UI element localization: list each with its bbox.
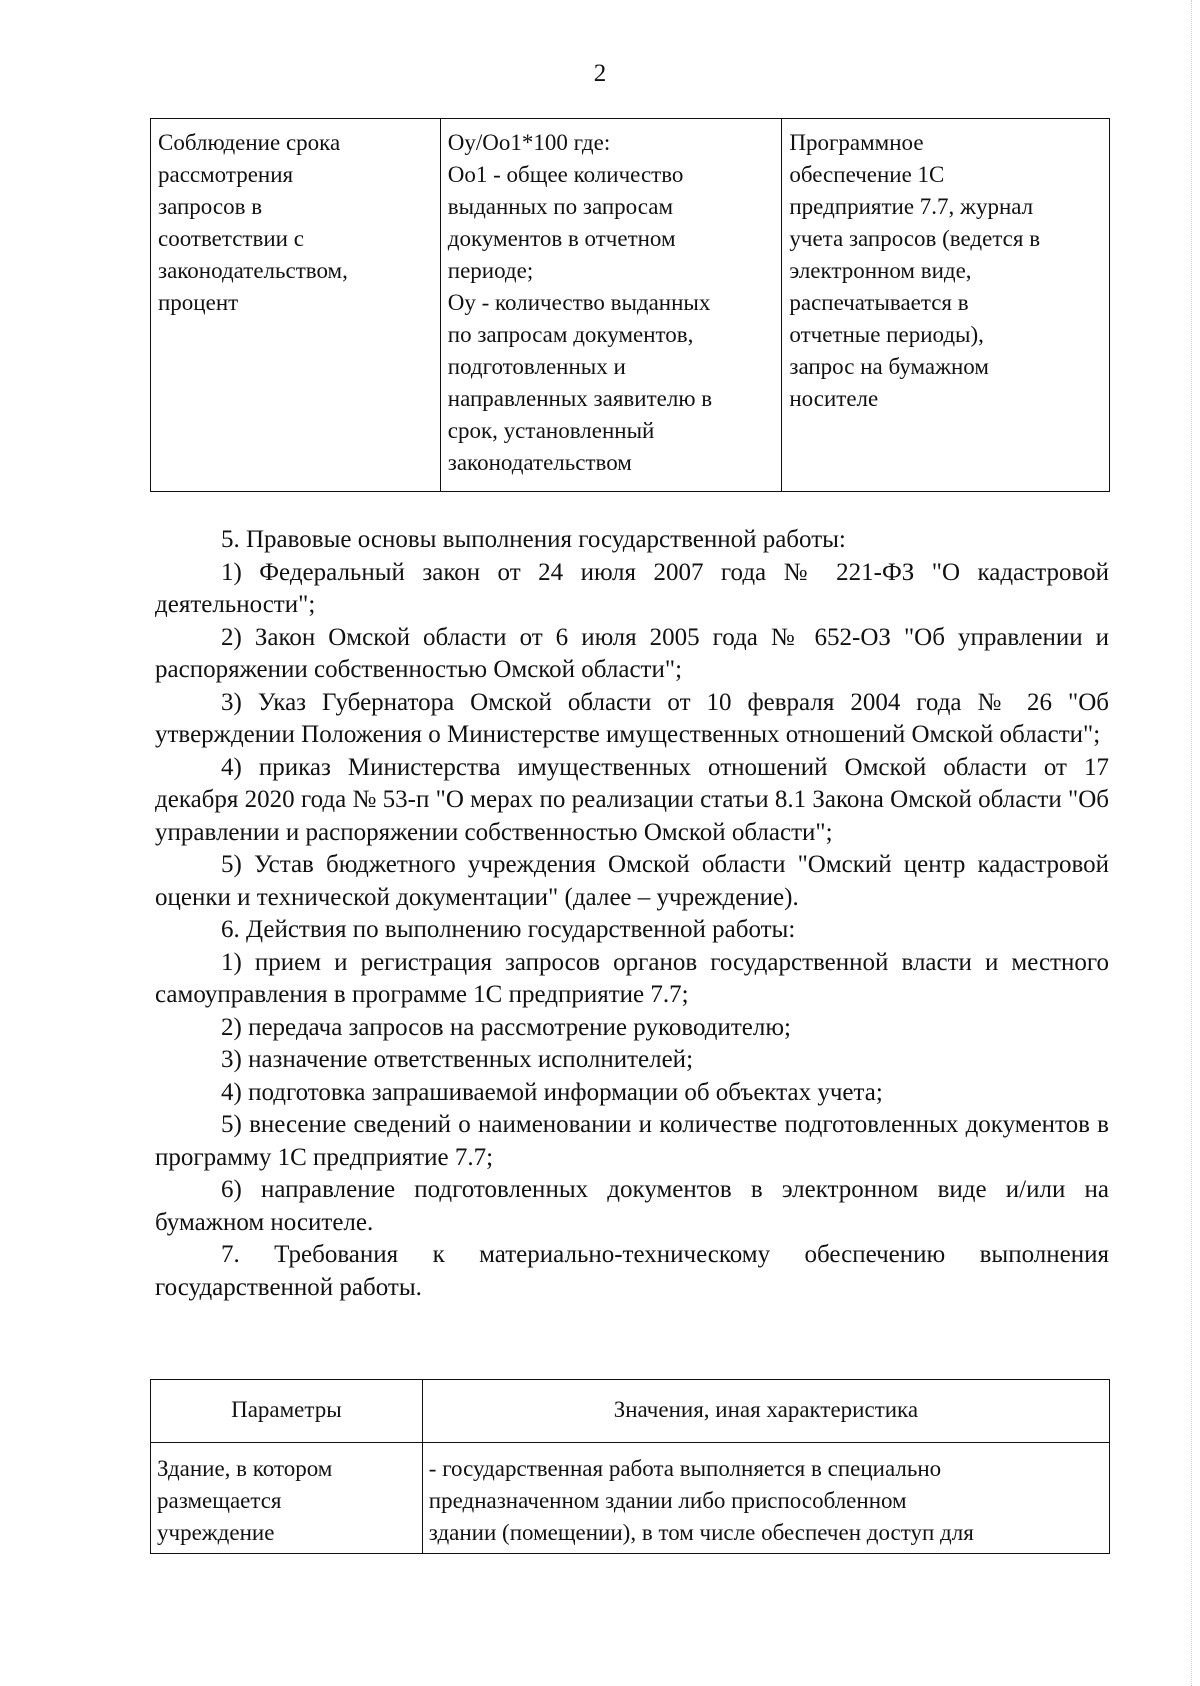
list-item: 2) передача запросов на рассмотрение руководителю;: [221, 1013, 791, 1041]
value-cell: - государственная работа выполняется в специально предназначенном здании либо приспособленном здании (помещении), в том числе обеспечен доступ для: [422, 1443, 1109, 1554]
list-item: 3) назначение ответственных исполнителей;: [221, 1046, 694, 1073]
scan-edge-divider: [1190, 0, 1192, 1686]
list-item: 6) направление подготовленных документов в электронном виде и/или на бумажном носителе.: [155, 1176, 1109, 1236]
list-item: 3) Указ Губернатора Омской области от 10 февраля 2004 года № 26 "Об утверждении Положения о Министерстве имущественных отношений Омской области";: [155, 688, 1109, 748]
list-item: 2) Закон Омской области от 6 июля 2005 года № 652-ОЗ "Об управлении и распоряжении собственностью Омской области";: [155, 623, 1109, 683]
list-item: 1) Федеральный закон от 24 июля 2007 года № 221-ФЗ "О кадастровой деятельности";: [155, 558, 1109, 618]
table-row: [151, 1443, 1110, 1554]
list-item: 4) приказ Министерства имущественных отношений Омской области от 17 декабря 2020 года № 53-п "О мерах по реализации статьи 8.1 Закона Омской области "Об управлении и распоряжении собственностью Омской области";: [155, 753, 1109, 846]
table-row: [151, 119, 1110, 492]
data-source-cell: Программное обеспечение 1С предприятие 7.7, журнал учета запросов (ведется в электронном виде, распечатывается в отчетные периоды), запрос на бумажном носителе: [782, 119, 1110, 492]
requirements-table: [150, 1379, 1110, 1554]
section-heading: 6. Действия по выполнению государственной работы:: [221, 916, 796, 943]
list-item: 1) прием и регистрация запросов органов государственной власти и местного самоуправления в программе 1С предприятие 7.7;: [155, 948, 1109, 1008]
parameter-cell: Здание, в котором размещается учреждение: [151, 1443, 423, 1554]
document-body: [155, 524, 1109, 1304]
section-heading: 7. Требования к материально-техническому обеспечению выполнения государственной работы.: [155, 1241, 1109, 1301]
section-heading: 5. Правовые основы выполнения государственной работы:: [221, 526, 846, 553]
indicator-name-cell: Соблюдение срока рассмотрения запросов в соответствии с законодательством, процент: [151, 119, 441, 492]
column-header-values: Значения, иная характеристика: [422, 1380, 1109, 1443]
page-number: 2: [593, 60, 607, 87]
indicator-table: [150, 118, 1110, 492]
table-header-row: [151, 1380, 1110, 1443]
list-item: 5) внесение сведений о наименовании и количестве подготовленных документов в программу 1С предприятие 7.7;: [155, 1111, 1109, 1171]
list-item: 4) подготовка запрашиваемой информации об объектах учета;: [221, 1078, 883, 1106]
list-item: 5) Устав бюджетного учреждения Омской области "Омский центр кадастровой оценки и технической документации" (далее – учреждение).: [155, 851, 1109, 911]
formula-cell: Оу/Оо1*100 где: Оо1 - общее количество выданных по запросам документов в отчетном периоде; Оу - количество выданных по запросам документов, подготовленных и направленных заявителю в срок, установленный законодательством: [440, 119, 782, 492]
column-header-parameters: Параметры: [151, 1380, 423, 1443]
